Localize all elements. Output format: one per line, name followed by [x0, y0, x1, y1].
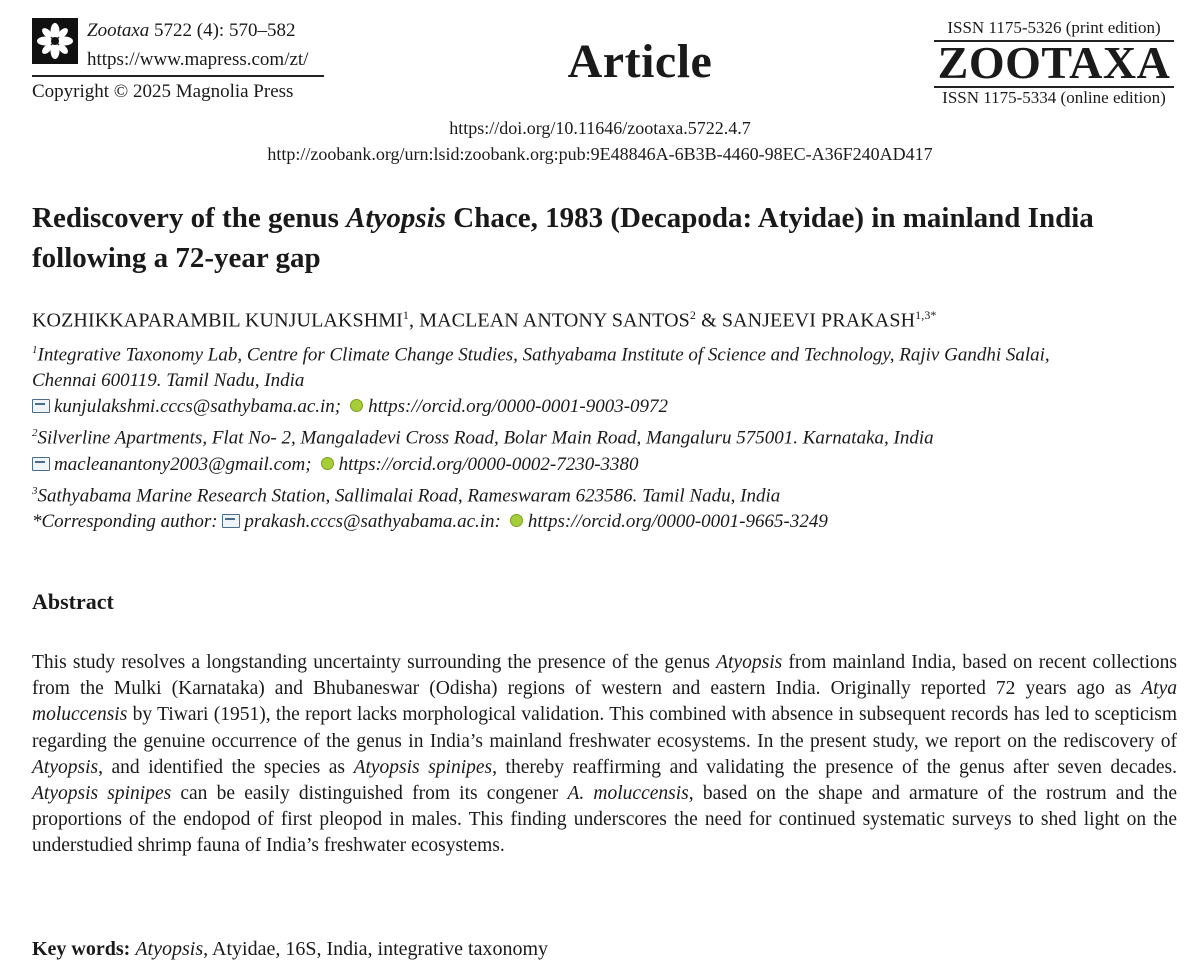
abstract-text: by Tiwari (1951), the report lacks morphological validation. This combined with absence in subsequent records has led to scepticism regarding the genuine occurrence of the genus in India’s mainland freshwater ecosystems. In the present study, we report on the rediscovery of: [32, 704, 1177, 752]
abstract-text: , based on the shape and armature of the rostrum and the proportions of the endopod of first pleopod in males. This finding underscores the need for continued systematic surveys to shed light on the understudied shrimp fauna of India’s freshwater ecosystems.: [32, 783, 1177, 857]
doi-link[interactable]: https://doi.org/10.11646/zootaxa.5722.4.7: [449, 118, 751, 138]
title-part1: Rediscovery of the genus: [32, 202, 347, 234]
article-type-label: Article: [567, 35, 713, 88]
affiliations: [32, 337, 1177, 535]
affiliation-text: Sathyabama Marine Research Station, Sallimalai Road, Rameswaram 623586. Tamil Nadu, India: [37, 484, 781, 506]
issn-print: ISSN 1175-5326 (print edition): [947, 18, 1161, 37]
envelope-icon: [32, 457, 50, 471]
author-1: KOZHIKKAPARAMBIL KUNJULAKSHMI: [32, 309, 403, 332]
orcid-icon: [321, 457, 334, 470]
envelope-icon: [32, 399, 50, 413]
orcid-link[interactable]: https://orcid.org/0000-0002-7230-3380: [338, 453, 639, 475]
abstract-text: from mainland India, based on recent collections from the Mulki (Karnataka) and Bhubaneswar (Odisha) regions of western and eastern India. Originally reported 72 years ago as: [32, 652, 1177, 700]
keywords-rest: , Atyidae, 16S, India, integrative taxonomy: [203, 938, 549, 960]
abstract-taxon: Atyopsis: [32, 756, 99, 778]
keywords-label: Key words:: [32, 938, 136, 960]
affiliation-marker: 1: [32, 344, 38, 356]
orcid-link[interactable]: https://orcid.org/0000-0001-9665-3249: [527, 510, 828, 532]
author-2-affil: 2: [689, 308, 696, 322]
author-separator: ,: [409, 309, 420, 332]
abstract-text: This study resolves a longstanding uncertainty surrounding the presence of the genus: [32, 652, 717, 673]
abstract-taxon: Atya moluccensis: [32, 678, 1177, 726]
author-1-affil: 1: [402, 308, 409, 322]
abstract-body: [32, 650, 1177, 860]
affiliation-text: Integrative Taxonomy Lab, Centre for Climate Change Studies, Sathyabama Institute of Science and Technology, Rajiv Gandhi Salai,: [37, 344, 1050, 366]
abstract-text: can be easily distinguished from its congener: [171, 783, 568, 805]
affiliation-3: [32, 478, 1177, 509]
envelope-icon: [222, 514, 240, 528]
abstract-heading: Abstract: [32, 589, 114, 614]
author-3: SANJEEVI PRAKASH: [721, 309, 916, 332]
abstract-taxon: A. moluccensis: [567, 783, 689, 805]
journal-url[interactable]: https://www.mapress.com/zt/: [87, 49, 309, 70]
author-separator: &: [695, 309, 722, 332]
author-3-affil: 1,3*: [915, 308, 937, 322]
contact-1: [32, 394, 1177, 420]
affiliation-1: [32, 337, 1177, 368]
abstract-text: , thereby reaffirming and validating the presence of the genus after seven decades.: [492, 756, 1177, 778]
keywords: [32, 938, 548, 961]
journal-name: Zootaxa: [87, 20, 150, 41]
affiliation-marker: 3: [32, 484, 38, 497]
paper-title: [32, 198, 1177, 278]
identifier-links: [0, 115, 1200, 167]
title-genus: Atyopsis: [346, 202, 447, 234]
zoobank-link[interactable]: http://zoobank.org/urn:lsid:zoobank.org:pub:9E48846A-6B3B-4460-98EC-A36F240AD417: [267, 144, 933, 164]
affiliation-2: [32, 420, 1177, 451]
email-link[interactable]: prakash.cccs@sathyabama.ac.in:: [244, 510, 501, 532]
title-part2: Chace, 1983 (Decapoda: Atyidae) in mainland India following a 72-year gap: [32, 202, 1094, 274]
corresponding-author: [32, 509, 1177, 535]
zootaxa-brand: ZOOTAXA: [937, 37, 1171, 88]
copyright: Copyright © 2025 Magnolia Press: [32, 81, 294, 102]
orcid-icon: [510, 514, 523, 527]
abstract-taxon: Atyopsis spinipes: [353, 756, 493, 778]
orcid-link[interactable]: https://orcid.org/0000-0001-9003-0972: [368, 396, 669, 418]
contact-2: [32, 452, 1177, 478]
abstract-taxon: Atyopsis spinipes: [32, 783, 172, 805]
abstract-taxon: Atyopsis: [716, 652, 783, 673]
affiliation-text: Silverline Apartments, Flat No- 2, Mangaladevi Cross Road, Bolar Main Road, Mangaluru 575001. Karnataka, India: [37, 427, 934, 449]
zootaxa-masthead: [934, 18, 1174, 108]
author-2: MACLEAN ANTONY SANTOS: [419, 309, 690, 332]
affiliation-1-cont: Chennai 600119. Tamil Nadu, India: [32, 370, 305, 392]
email-link[interactable]: kunjulakshmi.cccs@sathybama.ac.in;: [54, 396, 342, 418]
issn-online: ISSN 1175-5334 (online edition): [942, 88, 1166, 107]
abstract-text: , and identified the species as: [98, 756, 354, 778]
volume-pages: 5722 (4): 570–582: [154, 20, 296, 41]
orcid-icon: [350, 399, 363, 412]
keyword-taxon: Atyopsis: [135, 938, 204, 960]
corresponding-label: *Corresponding author:: [32, 510, 223, 532]
author-list: [32, 308, 937, 333]
email-link[interactable]: macleanantony2003@gmail.com;: [54, 453, 312, 475]
affiliation-marker: 2: [32, 427, 38, 440]
